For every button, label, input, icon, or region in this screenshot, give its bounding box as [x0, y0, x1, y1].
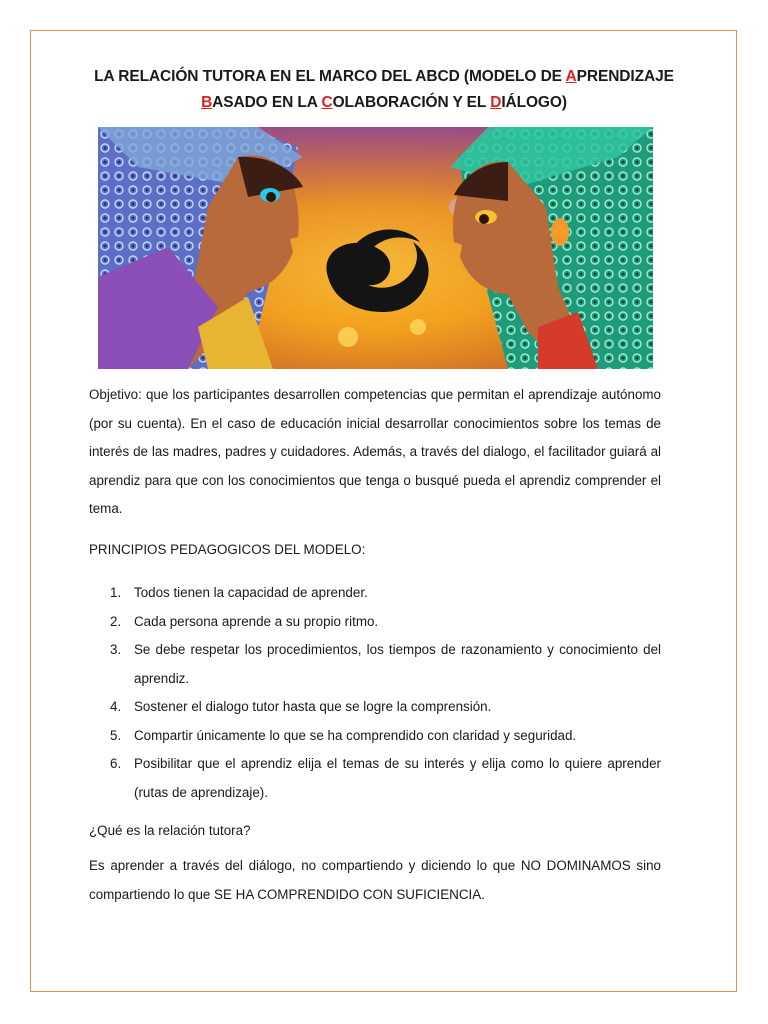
principles-list — [89, 579, 661, 807]
principle-item — [89, 579, 661, 608]
list-item-text: Todos tienen la capacidad de aprender. — [134, 585, 368, 600]
title-text: IÁLOGO) — [501, 94, 567, 111]
list-number: 6. — [110, 756, 122, 771]
list-item-text: Cada persona aprende a su propio ritmo. — [134, 613, 379, 629]
answer-paragraph: Es aprender a través del diálogo, no compartiendo y diciendo lo que NO DOMINAMOS sino compartiendo lo que SE HA COMPRENDIDO CON SUFICIENCIA. — [89, 858, 661, 902]
title-text: LA RELACIÓN TUTORA EN EL MARCO DEL ABCD (MODELO DE — [94, 68, 566, 85]
list-item-text: Sostener el dialogo tutor hasta que se logre la comprensión. — [134, 699, 492, 714]
two-women-facing-illustration — [98, 127, 653, 369]
title-highlight-letter: A — [565, 68, 577, 85]
principle-item — [89, 608, 661, 637]
objective-paragraph: Objetivo: que los participantes desarrollen competencias que permitan el aprendizaje autónomo (por su cuenta). En el caso de educación inicial desarrollar conocimientos sobre los temas de interés de las madres, padres y cuidadores. Además, a través del dialogo, el facilitador guiará al aprendiz para que con los conocimientos que tenga o busqué pueda el aprendiz comprender el tema. — [89, 387, 661, 516]
list-number: 3. — [110, 642, 122, 657]
dialogue-illustration — [98, 127, 653, 369]
list-item-text: Se debe respetar los procedimientos, los tiempos de razonamiento y conocimiento del aprendiz. — [134, 642, 661, 686]
title-text: ASADO EN LA — [212, 94, 322, 111]
list-item-text: Posibilitar que el aprendiz elija el temas de su interés y elija como lo quiere aprender (rutas de aprendizaje). — [134, 756, 661, 800]
principle-item — [89, 750, 661, 807]
list-number: 1. — [110, 585, 122, 600]
title-line-2 — [88, 90, 680, 116]
principles-heading: PRINCIPIOS PEDAGOGICOS DEL MODELO: — [89, 542, 366, 557]
title-text: PRENDIZAJE — [576, 68, 674, 85]
document-title — [88, 64, 680, 116]
principle-item — [89, 722, 661, 751]
title-text: OLABORACIÓN Y EL — [332, 94, 491, 111]
question-heading: ¿Qué es la relación tutora? — [89, 823, 251, 838]
principle-item — [89, 693, 661, 722]
list-item-text: Compartir únicamente lo que se ha comprendido con claridad y seguridad. — [134, 727, 577, 743]
title-highlight-letter: B — [201, 94, 213, 111]
list-number: 2. — [110, 613, 122, 629]
title-highlight-letter: D — [490, 94, 502, 111]
title-line-1 — [88, 64, 680, 90]
list-number: 4. — [110, 699, 122, 714]
list-number: 5. — [110, 727, 122, 743]
title-highlight-letter: C — [321, 94, 333, 111]
principle-item — [89, 636, 661, 693]
